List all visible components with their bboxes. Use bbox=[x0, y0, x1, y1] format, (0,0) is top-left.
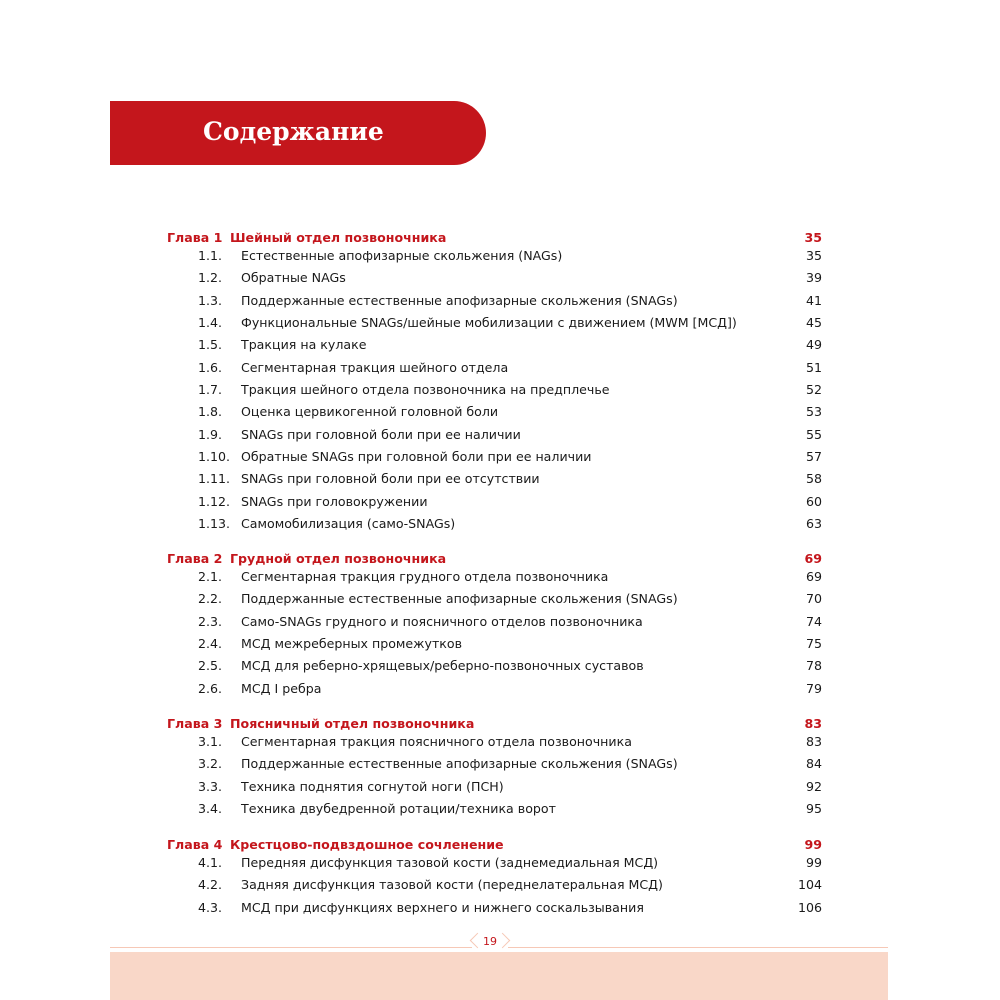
toc-item[interactable] bbox=[0, 899, 1000, 917]
item-number: 2.6. bbox=[198, 680, 223, 696]
item-number: 2.2. bbox=[198, 591, 223, 607]
item-title: МСД при дисфункциях верхнего и нижнего соскальзывания bbox=[241, 899, 644, 915]
chapter-page: 99 bbox=[804, 837, 822, 852]
chapter-title: Шейный отдел позвоночника bbox=[230, 230, 447, 245]
toc-item[interactable] bbox=[0, 381, 1000, 399]
chapter-title: Крестцово-подвздошное сочленение bbox=[230, 837, 504, 852]
item-number: 2.5. bbox=[198, 658, 223, 674]
item-number: 2.4. bbox=[198, 636, 223, 651]
item-title: Задняя дисфункция тазовой кости (переднелатеральная МСД) bbox=[241, 877, 663, 893]
item-title: Техника двубедренной ротации/техника ворот bbox=[241, 801, 556, 816]
toc-item[interactable] bbox=[0, 800, 1000, 818]
toc-item[interactable] bbox=[0, 470, 1000, 488]
item-number: 4.1. bbox=[198, 855, 223, 870]
item-title: Сегментарная тракция шейного отдела bbox=[241, 359, 509, 375]
item-title: Тракция шейного отдела позвоночника на предплечье bbox=[241, 382, 610, 397]
toc-item[interactable] bbox=[0, 680, 1000, 698]
toc-item[interactable] bbox=[0, 613, 1000, 631]
item-page: 104 bbox=[797, 877, 822, 893]
item-page: 75 bbox=[805, 636, 822, 651]
item-page: 83 bbox=[805, 734, 822, 749]
chapter-row[interactable] bbox=[0, 836, 1000, 854]
item-number: 4.2. bbox=[198, 877, 223, 893]
item-title: МСД для реберно-хрящевых/реберно-позвоночных суставов bbox=[241, 658, 644, 674]
item-page: 74 bbox=[805, 613, 822, 629]
item-title: Передняя дисфункция тазовой кости (заднемедиальная МСД) bbox=[241, 855, 659, 870]
toc-item[interactable] bbox=[0, 854, 1000, 872]
item-title: Обратные SNAGs при головной боли при ее наличии bbox=[241, 449, 592, 464]
chapter-page: 83 bbox=[804, 716, 822, 731]
item-number: 1.8. bbox=[198, 404, 223, 420]
item-page: 51 bbox=[805, 359, 822, 375]
toc-item[interactable] bbox=[0, 247, 1000, 265]
item-title: Само-SNAGs грудного и поясничного отделов позвоночника bbox=[241, 613, 643, 629]
toc-item[interactable] bbox=[0, 635, 1000, 653]
item-title: SNAGs при головной боли при ее наличии bbox=[241, 426, 521, 442]
page-title: Содержание bbox=[203, 117, 384, 146]
chapter-label: Глава 2 bbox=[167, 551, 223, 566]
item-page: 95 bbox=[805, 801, 822, 816]
item-title: Сегментарная тракция поясничного отдела позвоночника bbox=[241, 734, 632, 749]
toc-item[interactable] bbox=[0, 876, 1000, 894]
toc-item[interactable] bbox=[0, 314, 1000, 332]
chapter-page: 35 bbox=[804, 230, 822, 245]
item-page: 79 bbox=[805, 680, 822, 696]
chapter-row[interactable] bbox=[0, 550, 1000, 568]
item-title: МСД межреберных промежутков bbox=[241, 636, 463, 651]
item-page: 69 bbox=[805, 569, 822, 584]
item-page: 60 bbox=[805, 493, 822, 509]
item-number: 1.2. bbox=[198, 270, 223, 286]
item-page: 92 bbox=[805, 778, 822, 794]
item-title: Тракция на кулаке bbox=[241, 337, 367, 353]
item-page: 106 bbox=[797, 899, 822, 915]
item-page: 84 bbox=[805, 756, 822, 772]
item-page: 41 bbox=[805, 292, 822, 308]
item-page: 63 bbox=[805, 516, 822, 531]
toc-item[interactable] bbox=[0, 755, 1000, 773]
toc-item[interactable] bbox=[0, 568, 1000, 586]
item-page: 78 bbox=[805, 658, 822, 674]
item-page: 35 bbox=[805, 248, 822, 263]
item-title: Поддержанные естественные апофизарные скольжения (SNAGs) bbox=[241, 591, 678, 607]
item-number: 1.1. bbox=[198, 248, 223, 263]
chapter-page: 69 bbox=[804, 551, 822, 566]
item-number: 1.9. bbox=[198, 426, 223, 442]
item-page: 99 bbox=[805, 855, 822, 870]
item-title: SNAGs при головной боли при ее отсутствии bbox=[241, 471, 540, 487]
chapter-title: Поясничный отдел позвоночника bbox=[230, 716, 475, 731]
item-page: 53 bbox=[805, 404, 822, 420]
page-number: 19 bbox=[472, 932, 508, 952]
toc-item[interactable] bbox=[0, 426, 1000, 444]
item-title: Сегментарная тракция грудного отдела позвоночника bbox=[241, 569, 609, 584]
item-page: 39 bbox=[805, 270, 822, 286]
chapter-row[interactable] bbox=[0, 715, 1000, 733]
item-number: 1.7. bbox=[198, 382, 223, 397]
item-page: 57 bbox=[805, 449, 822, 464]
item-page: 49 bbox=[805, 337, 822, 353]
item-number: 4.3. bbox=[198, 899, 223, 915]
footer-band bbox=[110, 952, 888, 1000]
item-title: Обратные NAGs bbox=[241, 270, 346, 286]
item-title: Поддержанные естественные апофизарные скольжения (SNAGs) bbox=[241, 756, 678, 772]
item-number: 1.12. bbox=[198, 493, 231, 509]
toc-item[interactable] bbox=[0, 733, 1000, 751]
toc-item[interactable] bbox=[0, 336, 1000, 354]
item-number: 1.11. bbox=[198, 471, 231, 487]
item-title: МСД I ребра bbox=[241, 680, 322, 696]
toc-item[interactable] bbox=[0, 448, 1000, 466]
item-page: 70 bbox=[805, 591, 822, 607]
item-title: SNAGs при головокружении bbox=[241, 493, 428, 509]
item-title: Оценка цервикогенной головной боли bbox=[241, 404, 499, 420]
item-title: Самомобилизация (само-SNAGs) bbox=[241, 516, 456, 531]
toc-item[interactable] bbox=[0, 493, 1000, 511]
item-number: 1.13. bbox=[198, 516, 231, 531]
item-page: 52 bbox=[805, 382, 822, 397]
item-number: 3.4. bbox=[198, 801, 223, 816]
item-number: 1.6. bbox=[198, 359, 223, 375]
item-number: 3.2. bbox=[198, 756, 223, 772]
toc-item[interactable] bbox=[0, 590, 1000, 608]
toc-item[interactable] bbox=[0, 657, 1000, 675]
item-number: 1.3. bbox=[198, 292, 223, 308]
chapter-row[interactable] bbox=[0, 229, 1000, 247]
toc-item[interactable] bbox=[0, 292, 1000, 310]
toc-item[interactable] bbox=[0, 778, 1000, 796]
item-page: 55 bbox=[805, 426, 822, 442]
item-number: 1.5. bbox=[198, 337, 223, 353]
item-number: 2.3. bbox=[198, 613, 223, 629]
toc-item[interactable] bbox=[0, 403, 1000, 421]
item-number: 3.3. bbox=[198, 778, 223, 794]
toc-item[interactable] bbox=[0, 515, 1000, 533]
item-page: 45 bbox=[805, 315, 822, 330]
item-number: 1.10. bbox=[198, 449, 231, 464]
toc-item[interactable] bbox=[0, 359, 1000, 377]
item-number: 3.1. bbox=[198, 734, 223, 749]
item-title: Функциональные SNAGs/шейные мобилизации с движением (MWM [МСД]) bbox=[241, 315, 737, 330]
chapter-label: Глава 3 bbox=[167, 716, 223, 731]
item-title: Естественные апофизарные скольжения (NAGs) bbox=[241, 248, 563, 263]
item-title: Поддержанные естественные апофизарные скольжения (SNAGs) bbox=[241, 292, 678, 308]
toc-item[interactable] bbox=[0, 269, 1000, 287]
chapter-label: Глава 1 bbox=[167, 230, 223, 245]
item-page: 58 bbox=[805, 471, 822, 487]
chapter-label: Глава 4 bbox=[167, 837, 223, 852]
item-title: Техника поднятия согнутой ноги (ПСН) bbox=[241, 778, 504, 794]
chapter-title: Грудной отдел позвоночника bbox=[230, 551, 447, 566]
item-number: 1.4. bbox=[198, 315, 223, 330]
item-number: 2.1. bbox=[198, 569, 223, 584]
